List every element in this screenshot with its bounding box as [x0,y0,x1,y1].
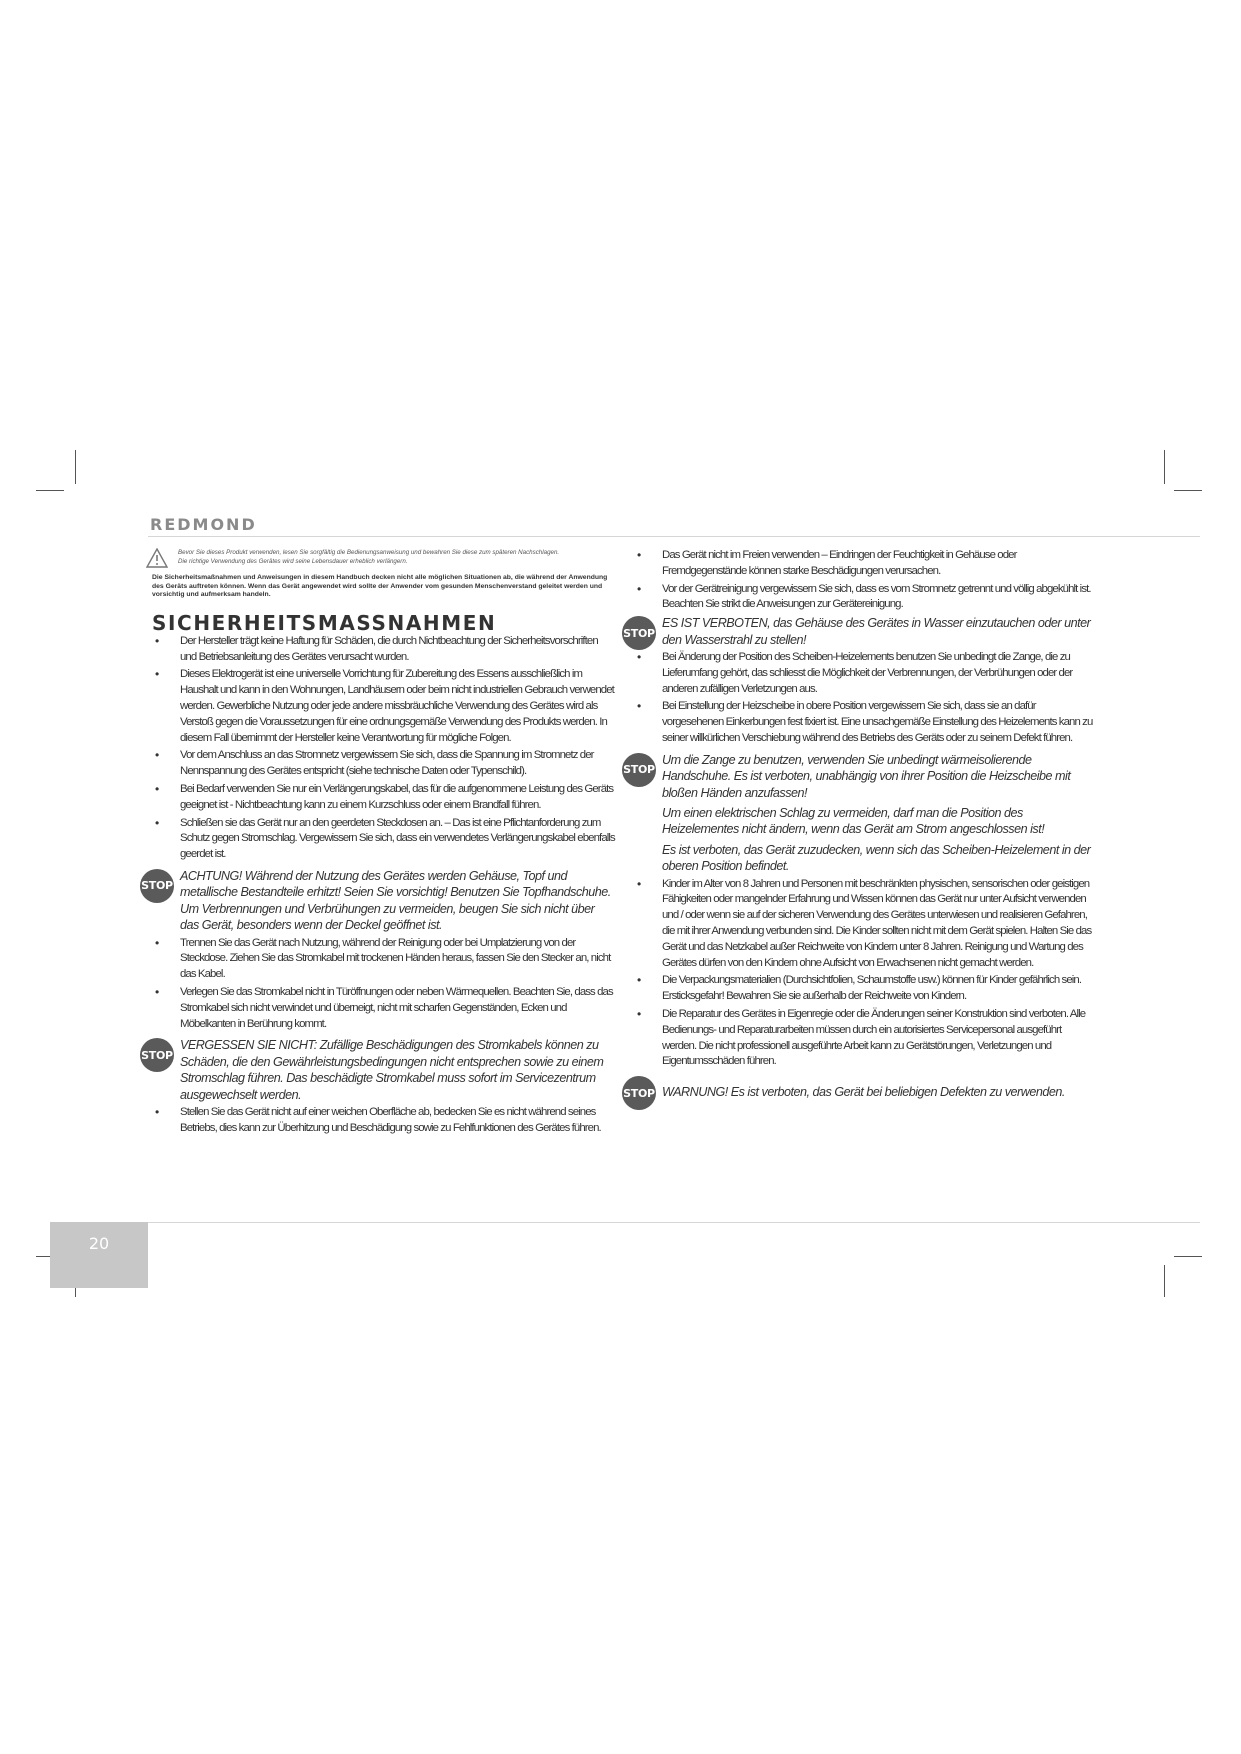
intro-note [146,548,616,568]
section-title: SICHERHEITSMASSNAHMEN [152,610,497,635]
crop-mark [1174,1256,1202,1257]
stop-warning: STOP ACHTUNG! Während der Nutzung des Gerätes werden Gehäuse, Topf und metallische Bestandteile erhitzt! Seien Sie vorsichtig! Benutzen Sie Topfhandschuhe. Um Verbrennungen und Verbrühungen zu vermeiden, beugen Sie sich nicht über das Gerät, besonders wenn der Deckel geöffnet ist. [141,868,611,933]
crop-mark [36,490,64,491]
list-item: • Kinder im Alter von 8 Jahren und Personen mit beschränkten physischen, sensorischen oder geistigen Fähigkeiten oder mangelnder Erfahrung und Wissen können das Gerät nur unter Aufsicht verwenden und / oder wenn sie auf der sicheren Verwendung des Gerätes unterwiesen und realisieren Gefahren, die mit ihrer Anwendung verbunden sind. Die Kinder sollten nicht mit dem Gerät spielen. Halten Sie das Gerät und das Netzkabel außer Reichweite von Kindern unter 8 Jahren. Reinigung und Wartung des Gerätes dürfen von den Kindern ohne Aufsicht von Erwachsenen nicht gemacht werden. [622,877,1096,972]
intro-italic-line: Bevor Sie dieses Produkt verwenden, lesen Sie sorgfältig die Bedienungsanweisung und bewahren Sie diese zum späteren Nachschlagen. [178,549,560,556]
crop-mark [1174,490,1202,491]
intro-italic-line: Die richtige Verwendung des Gerätes wird seine Lebensdauer erheblich verlängern. [178,558,408,565]
page-number-box [50,1222,148,1288]
warning-continuation: Es ist verboten, das Gerät zuzudecken, wenn sich das Scheiben-Heizelement in der oberen Position befindet. [662,842,1091,874]
header-rule [148,536,1200,537]
stop-warning: STOP VERGESSEN SIE NICHT: Zufällige Beschädigungen des Stromkabels können zu Schäden, die den Gewährleistungsbedingungen nicht entsprechen sowie zu einem Stromschlag führen. Das beschädigte Stromkabel muss sofort im Servicezentrum ausgewechselt werden. [141,1038,604,1102]
warning-continuation: Um einen elektrischen Schlag zu vermeiden, darf man die Position des Heizelementes nicht ändern, wenn das Gerät am Strom angeschlossen ist! [662,806,1045,837]
brand-logo: REDMOND [150,515,257,534]
list-item: • Das Gerät nicht im Freien verwenden – Eindringen der Feuchtigkeit in Gehäuse oder Fremdgegenstände können starke Beschädigungen verursachen. [622,548,1096,580]
list-item: • Die Reparatur des Gerätes in Eigenregie oder die Änderungen seiner Konstruktion sind verboten. Alle Bedienungs- und Reparaturarbeiten müssen durch ein autorisiertes Servicepersonal ausgeführt werden. Die nicht professionell ausgeführte Arbeit kann zu Gerätstörungen, Verletzungen und Eigentumsschäden führen. [622,1007,1096,1070]
right-column [622,548,1096,1101]
crop-mark [1164,450,1165,484]
stop-warning: STOP WARNUNG! Es ist verboten, das Gerät bei beliebigen Defekten zu verwenden. [622,1075,1096,1100]
list-item: • Verlegen Sie das Stromkabel nicht in Türöffnungen oder neben Wärmequellen. Beachten Sie, dass das Stromkabel sich nicht verwindet und überneigt, nicht mit scharfen Gegenständen, Ecken und Möbelkanten in Berührung kommt. [140,985,616,1032]
footer-rule [148,1222,1200,1223]
list-item: • Bei Einstellung der Heizscheibe in obere Position vergewissern Sie sich, dass sie an dafür vorgesehenen Einkerbungen fest fixiert ist. Eine unsachgemäße Einstellung des Heizelements kann zu seiner willkürlichen Verschiebung während des Betriebs des Geräts oder zu seinem Defekt führen. [622,699,1096,746]
intro-italic [178,548,559,566]
left-list [140,634,616,1137]
stop-icon: STOP [140,869,174,903]
list-item: • Der Hersteller trägt keine Haftung für Schäden, die durch Nichtbeachtung der Sicherheitsvorschriften und Betriebsanleitung des Gerätes verursacht wurden. [140,634,616,666]
list-item: • Bei Änderung der Position des Scheiben-Heizelements benutzen Sie unbedingt die Zange, die zu Lieferumfang gehört, das schliesst die Möglichkeit der Verbrennungen, der Verbrühungen oder der anderen zufälligen Verletzungen aus. [622,650,1096,697]
warning-triangle-icon [146,548,168,568]
left-column [140,548,616,1137]
crop-mark [75,450,76,484]
list-item: • Stellen Sie das Gerät nicht auf einer weichen Oberfläche ab, bedecken Sie es nicht während seines Betriebs, dies kann zur Überhitzung und Beschädigung sowie zu Fehlfunktionen des Gerätes führen. [140,1105,616,1137]
stop-icon: STOP [140,1038,174,1072]
list-item: • Vor dem Anschluss an das Stromnetz vergewissern Sie sich, dass die Spannung im Stromnetz der Nennspannung des Gerätes entspricht (siehe technische Daten oder Typenschild). [140,748,616,780]
list-item: • Vor der Gerätreinigung vergewissern Sie sich, dass es vom Stromnetz getrennt und völlig abgekühlt ist. Beachten Sie strikt die Anweisungen zur Gerätereinigung. [622,582,1096,614]
crop-mark [1164,1265,1165,1297]
list-item: • Trennen Sie das Gerät nach Nutzung, während der Reinigung oder bei Umplatzierung von der Steckdose. Ziehen Sie das Stromkabel mit trockenen Händen heraus, fassen Sie den Stecker an, nicht das Kabel. [140,936,616,983]
list-item: • Dieses Elektrogerät ist eine universelle Vorrichtung für Zubereitung des Essens ausschließlich im Haushalt und kann in den Wohnungen, Landhäusern oder beim nicht industriellen Gebrauch verwendet werden. Gewerbliche Nutzung oder jede andere missbräuchliche Verwendung des Gerätes wird als Verstoß gegen die Voraussetzungen für eine ordnungsgemäße Verwendung des Produkts werden. In diesem Fall übernimmt der Hersteller keine Verantwortung für mögliche Folgen. [140,667,616,746]
stop-warning: STOP ES IST VERBOTEN, das Gehäuse des Gerätes in Wasser einzutauchen oder unter den Wasserstrahl zu stellen! [622,615,1096,648]
list-item: • Bei Bedarf verwenden Sie nur ein Verlängerungskabel, das für die aufgenommene Leistung des Geräts geeignet ist - Nichtbeachtung kann zu einem Kurzschluss oder einem Brandfall führen. [140,782,616,814]
stop-icon: STOP [622,753,656,787]
stop-icon: STOP [622,616,656,650]
page-number: 20 [88,1234,110,1253]
list-item: • Schließen sie das Gerät nur an den geerdeten Steckdosen an. – Das ist eine Pflichtanforderung zum Schutz gegen Stromschlag. Vergewissern Sie sich, dass ein verwendetes Verlängerungskabel ebenfalls geerdet ist. [140,816,616,863]
intro-bold-text: Die Sicherheitsmaßnahmen und Anweisungen in diesem Handbuch decken nicht alle möglichen Situationen ab, die während der Anwendung des Geräts auftreten können. Wenn das Gerät angewendet wird sollte der Anwender vom gesunden Menschenverstand geleitet werden und vorsichtig und aufmerksam handeln. [152,574,608,599]
stop-icon: STOP [622,1076,656,1110]
stop-warning: STOP Um die Zange zu benutzen, verwenden Sie unbedingt wärmeisolierende Handschuhe. Es ist verboten, unabhängig von ihrer Position die Heizscheibe mit bloßen Händen anzufassen! [623,752,1071,800]
list-item: • Die Verpackungsmaterialien (Durchsichtfolien, Schaumstoffe usw.) können für Kinder gefährlich sein. Ersticksgefahr! Bewahren Sie sie außerhalb der Reichweite von Kindern. [622,973,1096,1005]
